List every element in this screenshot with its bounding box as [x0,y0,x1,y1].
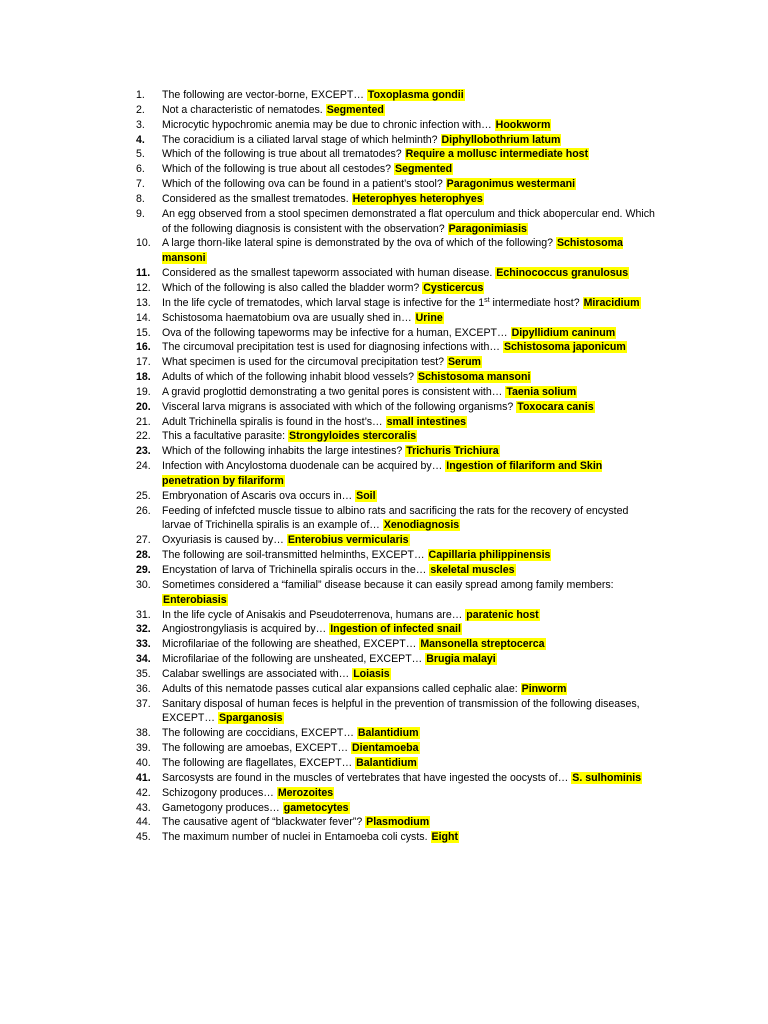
question-item [136,608,656,623]
highlighted-answer: Enterobius vermicularis [287,534,409,547]
question-text: In the life cycle of Anisakis and Pseudoterrenova, humans are… [162,608,466,621]
highlighted-answer: S. sulhominis [572,771,642,784]
question-body [162,207,656,237]
question-body [162,815,656,830]
question-item [136,504,656,534]
highlighted-answer: Echinococcus granulosus [496,267,629,280]
question-item [136,207,656,237]
question-number: 28. [136,549,151,562]
question-item [136,385,656,400]
highlighted-answer: Ingestion of infected snail [330,623,461,636]
question-body [162,548,656,563]
question-item [136,756,656,771]
question-number: 34. [136,653,151,666]
highlighted-answer: Pinworm [521,682,567,695]
question-body [162,578,656,608]
question-number: 22. [136,430,151,443]
highlighted-answer: skeletal muscles [430,564,515,576]
highlighted-answer: Miracidium [583,296,640,309]
highlighted-answer: Diphyllobothrium latum [441,133,561,146]
highlighted-answer: paratenic host [466,608,539,621]
question-item [136,489,656,504]
question-number: 13. [136,296,151,309]
question-text-continued: intermediate host? [489,296,583,309]
question-number: 21. [136,415,151,428]
question-text: Feeding of infefcted muscle tissue to albino rats and sacrificing the rats for the recovery of encysted larvae of Trichinella spiralis is an example of… [162,504,629,532]
highlighted-answer: Eight [431,831,458,844]
question-body [162,459,656,489]
question-body [162,622,656,637]
question-item [136,88,656,103]
question-body [162,296,656,311]
question-text: Angiostrongyliasis is acquired by… [162,623,330,636]
question-item [136,815,656,830]
question-text: Visceral larva migrans is associated with which of the following organisms? [162,400,517,413]
question-number: 44. [136,816,151,829]
highlighted-answer: Balantidium [357,727,419,740]
question-item [136,162,656,177]
question-item [136,103,656,118]
question-text: What specimen is used for the circumoval precipitation test? [162,356,447,369]
question-body [162,444,656,459]
highlighted-answer: Paragonimiasis [448,222,527,235]
question-number: 27. [136,534,151,547]
question-item [136,563,656,578]
question-number: 43. [136,801,151,814]
question-text: In the life cycle of trematodes, which larval stage is infective for the 1 [162,296,485,309]
question-number: 31. [136,608,151,621]
question-item [136,830,656,845]
question-item [136,667,656,682]
question-number: 18. [136,371,151,384]
highlighted-answer: Urine [415,311,443,324]
question-text: Embryonation of Ascaris ova occurs in… [162,489,356,502]
question-item [136,533,656,548]
highlighted-answer: Trichuris Trichiura [406,445,499,458]
question-item [136,236,656,266]
question-item [136,697,656,727]
highlighted-answer: Hookworm [495,118,551,131]
question-text: The maximum number of nuclei in Entamoeba coli cysts. [162,831,431,844]
question-body [162,340,656,355]
question-number: 30. [136,578,151,591]
question-text: The following are soil-transmitted helminths, EXCEPT… [162,549,428,562]
highlighted-answer: Toxoplasma gondii [367,89,464,101]
question-number: 16. [136,341,151,354]
question-number: 6. [136,163,145,176]
question-text: Ova of the following tapeworms may be infective for a human, EXCEPT… [162,326,511,339]
question-item [136,726,656,741]
question-number: 20. [136,400,151,413]
question-item [136,801,656,816]
question-body [162,370,656,385]
question-body [162,103,656,118]
question-text: Not a characteristic of nematodes. [162,103,326,116]
question-text: Considered as the smallest tapeworm associated with human disease. [162,267,496,280]
highlighted-answer: Paragonimus westermani [446,178,576,191]
question-text: Adults of this nematode passes cutical alar expansions called cephalic alae: [162,682,521,695]
question-number: 29. [136,564,151,576]
question-item [136,266,656,281]
question-item [136,548,656,563]
highlighted-answer: Brugia malayi [426,653,496,666]
question-body [162,415,656,430]
highlighted-answer: Schistosoma mansoni [418,371,531,384]
highlighted-answer: Enterobiasis [163,593,227,606]
highlighted-answer: Schistosoma japonicum [503,341,626,354]
highlighted-answer: Segmented [326,103,384,116]
question-item [136,652,656,667]
question-body [162,786,656,801]
question-text: This a facultative parasite: [162,430,289,443]
highlighted-answer: gametocytes [283,801,349,814]
question-text: Oxyuriasis is caused by… [162,534,287,547]
highlighted-answer: Strongyloides stercoralis [289,430,417,443]
question-number: 7. [136,178,145,191]
highlighted-answer: Mansonella streptocerca [420,638,545,651]
question-body [162,236,656,266]
question-body [162,326,656,341]
question-body [162,741,656,756]
question-item [136,578,656,608]
highlighted-answer: Segmented [395,163,453,176]
question-number: 37. [136,697,151,710]
question-text: Infection with Ancylostoma duodenale can be acquired by… [162,460,446,473]
question-text: Which of the following is true about all trematodes? [162,148,405,161]
highlighted-answer: Soil [356,489,376,502]
highlighted-answer: Plasmodium [366,816,430,829]
question-number: 24. [136,460,151,473]
question-body [162,88,656,103]
question-number: 42. [136,786,151,799]
question-text: Sarcosysts are found in the muscles of vertebrates that have ingested the oocysts of… [162,771,572,784]
question-item [136,177,656,192]
question-number: 17. [136,356,151,369]
question-body [162,637,656,652]
question-body [162,563,656,578]
question-text: The causative agent of “blackwater fever”? [162,816,366,829]
question-number: 40. [136,756,151,769]
question-body [162,830,656,845]
question-item [136,741,656,756]
question-item [136,355,656,370]
question-number: 23. [136,445,151,458]
question-text: Adult Trichinella spiralis is found in the host’s… [162,415,386,428]
question-body [162,281,656,296]
question-item [136,281,656,296]
question-number: 32. [136,623,151,636]
question-text: Which of the following ova can be found in a patient’s stool? [162,178,446,191]
question-number: 45. [136,831,151,844]
question-body [162,489,656,504]
question-body [162,801,656,816]
question-item [136,444,656,459]
highlighted-answer: Merozoites [277,786,334,799]
question-text: The circumoval precipitation test is used for diagnosing infections with… [162,341,503,354]
question-body [162,192,656,207]
question-number: 26. [136,504,151,517]
question-list [136,88,656,845]
question-item [136,622,656,637]
question-text: Schistosoma haematobium ova are usually shed in… [162,311,415,324]
question-number: 41. [136,771,151,784]
question-body [162,118,656,133]
question-text: A large thorn-like lateral spine is demonstrated by the ova of which of the following? [162,237,556,250]
question-body [162,697,656,727]
question-body [162,177,656,192]
highlighted-answer: Cysticercus [423,281,484,294]
question-number: 38. [136,727,151,740]
question-item [136,296,656,311]
highlighted-answer: Dientamoeba [352,742,419,755]
question-body [162,756,656,771]
question-number: 8. [136,192,145,205]
question-item [136,429,656,444]
question-number: 4. [136,133,145,146]
question-item [136,133,656,148]
question-text: Microcytic hypochromic anemia may be due to chronic infection with… [162,118,495,131]
highlighted-answer: Ingestion of filariform and Skin penetration by filariform [162,460,603,487]
question-body [162,771,656,786]
question-text: The following are vector-borne, EXCEPT… [162,89,367,101]
question-body [162,682,656,697]
question-number: 14. [136,311,151,324]
question-number: 15. [136,326,151,339]
question-item [136,786,656,801]
question-body [162,355,656,370]
question-body [162,667,656,682]
question-body [162,385,656,400]
question-number: 1. [136,89,145,101]
question-number: 35. [136,667,151,680]
question-item [136,637,656,652]
question-number: 3. [136,118,145,131]
highlighted-answer: Serum [447,356,481,369]
question-item [136,459,656,489]
question-text: Schizogony produces… [162,786,277,799]
question-number: 25. [136,489,151,502]
question-number: 33. [136,638,151,651]
question-body [162,266,656,281]
question-text: Sanitary disposal of human feces is helpful in the prevention of transmission of the following diseases, EXCEPT… [162,697,640,725]
highlighted-answer: Balantidium [356,756,417,769]
question-text: An egg observed from a stool specimen demonstrated a flat operculum and thick abopercular end. Which of the following diagnosis is consistent with the observation? [162,207,655,235]
question-item [136,340,656,355]
highlighted-answer: small intestines [386,415,467,428]
highlighted-answer: Loiasis [353,667,390,680]
question-text: Calabar swellings are associated with… [162,667,353,680]
question-text: Which of the following is also called the bladder worm? [162,281,423,294]
question-number: 5. [136,148,145,161]
ordinal-superscript: st [484,296,490,304]
question-item [136,326,656,341]
highlighted-answer: Sparganosis [218,712,283,725]
highlighted-answer: Xenodiagnosis [383,519,460,532]
question-body [162,608,656,623]
question-item [136,415,656,430]
question-text: Microfilariae of the following are unsheated, EXCEPT… [162,653,426,666]
question-item [136,118,656,133]
question-number: 11. [136,267,151,280]
question-number: 10. [136,237,151,250]
highlighted-answer: Taenia solium [506,385,577,398]
question-number: 36. [136,682,151,695]
question-number: 2. [136,103,145,116]
question-number: 19. [136,385,151,398]
question-body [162,162,656,177]
question-text: Which of the following is true about all cestodes? [162,163,395,176]
question-item [136,192,656,207]
question-body [162,652,656,667]
question-text: The following are flagellates, EXCEPT… [162,756,356,769]
question-text: Microfilariae of the following are sheathed, EXCEPT… [162,638,420,651]
question-item [136,147,656,162]
question-text: Gametogony produces… [162,801,283,814]
question-body [162,504,656,534]
question-body [162,429,656,444]
question-body [162,147,656,162]
question-item [136,682,656,697]
question-text: Which of the following inhabits the large intestines? [162,445,406,458]
highlighted-answer: Dipyllidium caninum [511,326,616,339]
question-text: The following are coccidians, EXCEPT… [162,727,357,740]
highlighted-answer: Heterophyes heterophyes [352,192,483,205]
highlighted-answer: Toxocara canis [517,400,594,413]
question-text: Considered as the smallest trematodes. [162,192,352,205]
question-body [162,533,656,548]
question-text: Adults of which of the following inhabit blood vessels? [162,371,417,384]
question-item [136,400,656,415]
highlighted-answer: Require a mollusc intermediate host [405,148,589,161]
question-number: 39. [136,742,151,755]
question-text: Encystation of larva of Trichinella spiralis occurs in the… [162,564,430,576]
question-number: 12. [136,281,151,294]
question-text: Sometimes considered a “familial” disease because it can easily spread among family members: [162,578,614,591]
question-body [162,311,656,326]
question-item [136,370,656,385]
question-text: The following are amoebas, EXCEPT… [162,742,352,755]
question-item [136,771,656,786]
question-number: 9. [136,207,145,220]
question-text: A gravid proglottid demonstrating a two genital pores is consistent with… [162,385,506,398]
highlighted-answer: Schistosoma mansoni [162,237,623,265]
question-text: The coracidium is a ciliated larval stage of which helminth? [162,133,441,146]
question-body [162,726,656,741]
highlighted-answer: Capillaria philippinensis [428,549,551,562]
question-body [162,400,656,415]
question-item [136,311,656,326]
question-body [162,133,656,148]
